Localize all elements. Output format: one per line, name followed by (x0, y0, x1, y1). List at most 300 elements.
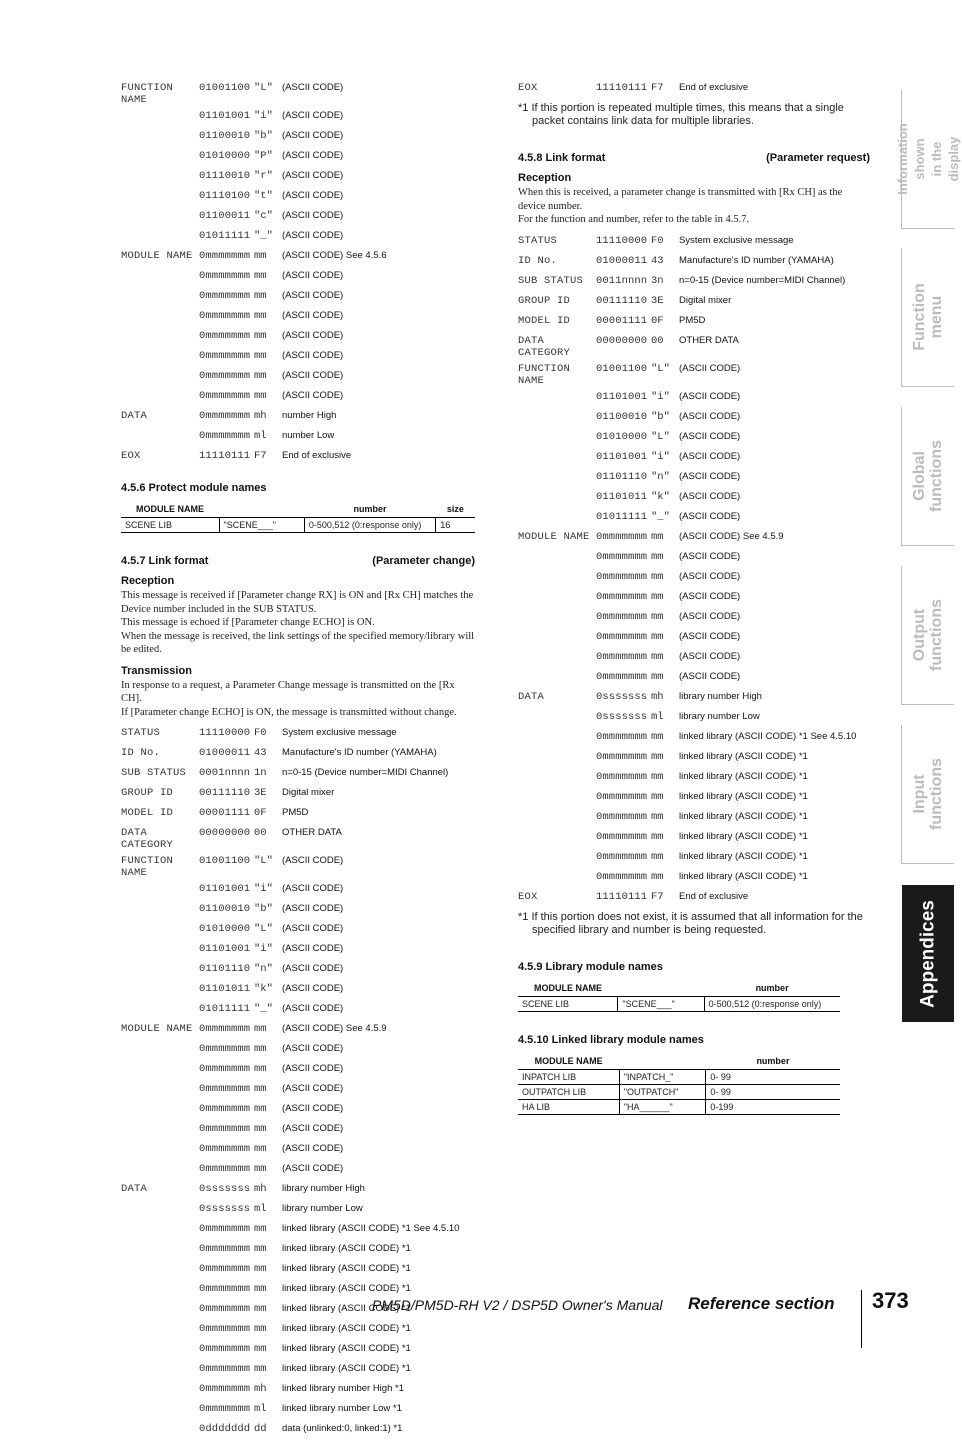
table-row (121, 518, 475, 533)
section-title: 4.5.6 Protect module names (121, 482, 267, 494)
column-header: number (706, 1053, 840, 1070)
chapter-tab-label: Output functions (911, 599, 945, 671)
binary-value: 01001100 (199, 855, 251, 867)
message-row (121, 408, 475, 428)
binary-value: 01101001 (199, 883, 251, 895)
message-row (518, 889, 870, 909)
hex-value: mm (254, 1043, 267, 1055)
section-title: 4.5.10 Linked library module names (518, 1033, 704, 1046)
hex-value: ml (254, 1403, 267, 1415)
message-row (121, 853, 475, 881)
hex-value: mm (651, 770, 664, 783)
description: Digital mixer (282, 787, 335, 798)
reception-text: This message is received if [Parameter change RX] is ON and [Rx CH] matches the Device number included in the SUB STATUS. This message is echoed if [Parameter change ECHO] is ON. When the message is received, the link settings of the specified memory/library will be edited. (121, 590, 475, 655)
hex-value: 43 (651, 254, 664, 267)
message-row (121, 881, 475, 901)
footnote: *1 If this portion does not exist, it is assumed that all information for the specified library and number is being requested. (518, 910, 863, 936)
description: (ASCII CODE) (282, 1103, 344, 1114)
midi-message-table (121, 80, 475, 468)
hex-value: mm (651, 670, 664, 683)
message-row (121, 1061, 475, 1081)
column-header: MODULE NAME (518, 980, 618, 997)
message-row (518, 409, 870, 429)
hex-value: "t" (254, 190, 273, 202)
hex-value: ml (254, 430, 267, 442)
binary-value: 11110000 (596, 234, 648, 247)
hex-value: mh (254, 1183, 267, 1195)
description: (ASCII CODE) (282, 350, 344, 361)
binary-value: 01100010 (199, 903, 251, 915)
hex-value: mm (254, 1343, 267, 1355)
table-cell: 16 (436, 518, 475, 533)
binary-value: 0mmmmmmm (199, 1283, 251, 1295)
description: linked library (ASCII CODE) *1 (679, 810, 808, 822)
message-row (121, 288, 475, 308)
binary-value: 0mmmmmmm (596, 810, 648, 823)
binary-value: 0mmmmmmm (199, 1063, 251, 1075)
table-cell: "HA______" (619, 1099, 706, 1114)
description: linked library (ASCII CODE) *1 (679, 770, 808, 782)
hex-value: mm (254, 1023, 267, 1035)
message-row (121, 448, 475, 468)
description: linked library (ASCII CODE) *1 (679, 750, 808, 762)
chapter-tab[interactable] (901, 566, 954, 705)
description: (ASCII CODE) (282, 310, 344, 321)
binary-value: 0mmmmmmm (199, 310, 251, 322)
binary-value: 01100011 (199, 210, 251, 222)
description: Manufacture's ID number (YAMAHA) (282, 747, 437, 758)
reception-heading: Reception (518, 172, 572, 184)
hex-value: mm (254, 1283, 267, 1295)
description: n=0-15 (Device number=MIDI Channel) (282, 767, 449, 778)
hex-value: mh (651, 690, 664, 703)
message-row (121, 981, 475, 1001)
hex-value: 00 (254, 827, 267, 839)
description: (ASCII CODE) (282, 230, 344, 241)
message-row (518, 361, 870, 389)
binary-value: 01001100 (199, 82, 251, 94)
binary-value: 01101110 (199, 963, 251, 975)
message-row (518, 529, 870, 549)
message-row (121, 745, 475, 765)
message-row (518, 749, 870, 769)
hex-value: mm (651, 850, 664, 863)
table-cell: 0-199 (706, 1099, 840, 1114)
description: (ASCII CODE) (679, 510, 741, 522)
description: End of exclusive (679, 82, 749, 93)
hex-value: mm (254, 1323, 267, 1335)
description: library number High (282, 1183, 365, 1194)
message-row (121, 1261, 475, 1281)
binary-value: 0mmmmmmm (199, 390, 251, 402)
message-row (121, 268, 475, 288)
table-cell: OUTPATCH LIB (518, 1084, 619, 1099)
binary-value: 0mmmmmmm (199, 330, 251, 342)
description: (ASCII CODE) (282, 883, 344, 894)
hex-value: mm (254, 330, 267, 342)
binary-value: 0mmmmmmm (596, 630, 648, 643)
table-row (518, 1069, 840, 1084)
field-name: EOX (121, 450, 141, 462)
message-row (121, 1181, 475, 1201)
description: (ASCII CODE) (679, 650, 741, 662)
hex-value: "n" (651, 470, 670, 483)
field-name: DATA CATEGORY (121, 827, 174, 851)
message-row (518, 253, 870, 273)
description: linked library number High *1 (282, 1383, 404, 1394)
description: (ASCII CODE) (679, 550, 741, 562)
hex-value: mm (254, 1123, 267, 1135)
section-title: 4.5.8 Link format (518, 152, 606, 164)
field-name: FUNCTION NAME (121, 855, 174, 879)
field-name: DATA (121, 1183, 148, 1195)
description: PM5D (282, 807, 309, 818)
hex-value: "k" (254, 983, 273, 995)
section-heading (518, 961, 870, 973)
binary-value: 0mmmmmmm (199, 1083, 251, 1095)
binary-value: 0mmmmmmm (596, 850, 648, 863)
binary-value: 0mmmmmmm (596, 730, 648, 743)
hex-value: F0 (254, 727, 267, 739)
message-row (121, 1421, 475, 1441)
message-row (121, 1001, 475, 1021)
binary-value: 0sssssss (596, 710, 648, 723)
table-cell: SCENE LIB (518, 996, 618, 1011)
binary-value: 0mmmmmmm (199, 430, 251, 442)
hex-value: mm (254, 1223, 267, 1235)
hex-value: "i" (254, 883, 273, 895)
description: linked library (ASCII CODE) *1 See 4.5.10 (282, 1223, 460, 1234)
message-row (518, 829, 870, 849)
hex-value: "P" (254, 150, 273, 162)
chapter-tab-label: Information shown in the display (895, 123, 961, 195)
message-row (518, 709, 870, 729)
message-row (518, 809, 870, 829)
description: (ASCII CODE) (679, 670, 741, 682)
hex-value: mm (254, 390, 267, 402)
binary-value: 01010000 (199, 150, 251, 162)
binary-value: 01101001 (199, 110, 251, 122)
linked-library-module-names-table (518, 1053, 840, 1115)
description: linked library (ASCII CODE) *1 See 4.5.10 (679, 730, 857, 742)
message-row (121, 428, 475, 448)
section-heading (518, 1034, 870, 1046)
description: number High (282, 410, 337, 421)
message-row (121, 1021, 475, 1041)
message-row (121, 308, 475, 328)
binary-value: 0mmmmmmm (199, 1363, 251, 1375)
binary-value: 0mmmmmmm (596, 670, 648, 683)
message-row (518, 729, 870, 749)
hex-value: "i" (254, 110, 273, 122)
hex-value: mm (254, 270, 267, 282)
description: linked library (ASCII CODE) *1 (282, 1283, 411, 1294)
description: (ASCII CODE) (282, 983, 344, 994)
message-row (518, 469, 870, 489)
table-cell: SCENE LIB (121, 518, 219, 533)
message-row (518, 449, 870, 469)
column-header (219, 501, 304, 518)
hex-value: 0F (254, 807, 267, 819)
binary-value: 0ddddddd (199, 1423, 251, 1435)
transmission-heading: Transmission (121, 664, 192, 677)
hex-value: mm (254, 350, 267, 362)
binary-value: 0mmmmmmm (596, 530, 648, 543)
message-row (121, 1401, 475, 1421)
description: (ASCII CODE) (282, 1123, 344, 1134)
binary-value: 0mmmmmmm (199, 370, 251, 382)
message-row (121, 1121, 475, 1141)
column-header (619, 1053, 706, 1070)
description: linked library number Low *1 (282, 1403, 402, 1414)
hex-value: mm (651, 650, 664, 663)
message-row (121, 148, 475, 168)
column-header: number (304, 501, 435, 518)
binary-value: 0mmmmmmm (199, 1383, 251, 1395)
description: linked library (ASCII CODE) *1 (282, 1303, 411, 1314)
binary-value: 00001111 (199, 807, 251, 819)
description: library number High (679, 690, 762, 702)
message-row (518, 313, 870, 333)
message-row (121, 1381, 475, 1401)
description: (ASCII CODE) (679, 390, 741, 402)
hex-value: "L" (254, 82, 273, 94)
field-name: STATUS (518, 234, 558, 247)
message-row (121, 80, 475, 108)
hex-value: mm (651, 810, 664, 823)
field-name: FUNCTION NAME (518, 362, 571, 387)
message-row (518, 869, 870, 889)
message-row (518, 273, 870, 293)
section-title: 4.5.9 Library module names (518, 960, 663, 973)
message-row (518, 233, 870, 253)
hex-value: "_" (254, 1003, 273, 1015)
chapter-tab-label: Function menu (911, 283, 945, 351)
binary-value: 00111110 (596, 294, 648, 307)
hex-value: dd (254, 1423, 267, 1435)
chapter-tab[interactable] (895, 90, 961, 229)
field-name: DATA (121, 410, 148, 422)
table-cell: HA LIB (518, 1099, 619, 1114)
hex-value: mm (651, 870, 664, 883)
description: (ASCII CODE) (679, 630, 741, 642)
midi-message-table (518, 80, 870, 100)
hex-value: mm (651, 630, 664, 643)
binary-value: 0mmmmmmm (199, 1043, 251, 1055)
hex-value: "k" (651, 490, 670, 503)
hex-value: mm (651, 550, 664, 563)
binary-value: 0mmmmmmm (199, 1343, 251, 1355)
library-module-names-table (518, 980, 840, 1012)
binary-value: 01101011 (596, 490, 648, 503)
message-row (121, 921, 475, 941)
message-row (121, 1101, 475, 1121)
binary-value: 0mmmmmmm (199, 410, 251, 422)
binary-value: 0mmmmmmm (596, 570, 648, 583)
description: (ASCII CODE) (282, 82, 344, 93)
message-row (121, 941, 475, 961)
hex-value: F7 (651, 82, 664, 94)
chapter-tab[interactable] (901, 407, 954, 546)
message-row (518, 769, 870, 789)
field-name: SUB STATUS (518, 274, 584, 287)
section-subtitle: (Parameter change) (372, 555, 475, 567)
table-row (518, 1099, 840, 1114)
message-row (121, 1241, 475, 1261)
footnote: *1 If this portion is repeated multiple times, this means that a single packet contains link data for multiple libraries. (518, 102, 844, 127)
binary-value: 11110111 (199, 450, 251, 462)
description: (ASCII CODE) (282, 923, 344, 934)
chapter-tab[interactable] (901, 725, 954, 864)
binary-value: 01101001 (596, 450, 648, 463)
description: System exclusive message (679, 234, 794, 246)
message-row (518, 849, 870, 869)
description: (ASCII CODE) (282, 150, 344, 161)
hex-value: mm (254, 250, 267, 262)
message-row (121, 228, 475, 248)
message-row (121, 128, 475, 148)
message-row (121, 825, 475, 853)
description: linked library (ASCII CODE) *1 (282, 1263, 411, 1274)
description: (ASCII CODE) (282, 963, 344, 974)
message-row (518, 549, 870, 569)
field-name: FUNCTION NAME (121, 82, 174, 106)
description: (ASCII CODE) (282, 1043, 344, 1054)
hex-value: "n" (254, 963, 273, 975)
binary-value: 11110111 (596, 82, 648, 94)
message-row (518, 649, 870, 669)
message-row (518, 389, 870, 409)
message-row (518, 333, 870, 361)
section-heading (121, 555, 475, 567)
table-cell: "SCENE___" (219, 518, 304, 533)
binary-value: 0mmmmmmm (199, 1223, 251, 1235)
binary-value: 0mmmmmmm (199, 270, 251, 282)
field-name: SUB STATUS (121, 767, 187, 779)
description: (ASCII CODE) (679, 470, 741, 482)
field-name: STATUS (121, 727, 161, 739)
description: (ASCII CODE) (282, 1143, 344, 1154)
hex-value: mh (254, 410, 267, 422)
description: linked library (ASCII CODE) *1 (679, 870, 808, 882)
description: (ASCII CODE) (282, 1063, 344, 1074)
message-row (121, 188, 475, 208)
message-row (121, 785, 475, 805)
description: (ASCII CODE) (282, 290, 344, 301)
description: (ASCII CODE) (679, 490, 741, 502)
hex-value: mm (254, 1063, 267, 1075)
binary-value: 0sssssss (596, 690, 648, 703)
binary-value: 0mmmmmmm (596, 830, 648, 843)
description: linked library (ASCII CODE) *1 (282, 1243, 411, 1254)
binary-value: 0mmmmmmm (596, 870, 648, 883)
hex-value: mm (254, 1163, 267, 1175)
hex-value: 43 (254, 747, 267, 759)
description: (ASCII CODE) (282, 330, 344, 341)
binary-value: 01100010 (596, 410, 648, 423)
hex-value: "i" (651, 450, 670, 463)
field-name: MODULE NAME (121, 250, 193, 262)
table-cell: 0- 99 (706, 1069, 840, 1084)
binary-value: 00111110 (199, 787, 251, 799)
description: (ASCII CODE) (282, 390, 344, 401)
table-cell: "INPATCH_" (619, 1069, 706, 1084)
message-row (518, 293, 870, 313)
binary-value: 0sssssss (199, 1183, 251, 1195)
page-number: 373 (872, 1288, 909, 1313)
message-row (518, 569, 870, 589)
description: (ASCII CODE) (679, 430, 741, 442)
binary-value: 0mmmmmmm (199, 1263, 251, 1275)
section-title: 4.5.7 Link format (121, 555, 209, 567)
hex-value: mm (254, 1363, 267, 1375)
hex-value: mm (254, 1243, 267, 1255)
table-cell: 0- 99 (706, 1084, 840, 1099)
reception-heading: Reception (121, 575, 175, 587)
binary-value: 0mmmmmmm (199, 1103, 251, 1115)
binary-value: 0mmmmmmm (596, 610, 648, 623)
message-row (121, 248, 475, 268)
hex-value: F7 (651, 890, 664, 903)
binary-value: 00000000 (199, 827, 251, 839)
hex-value: "L" (254, 855, 273, 867)
chapter-tab[interactable] (901, 248, 954, 387)
binary-value: 01000011 (199, 747, 251, 759)
table-row (518, 1084, 840, 1099)
description: End of exclusive (282, 450, 352, 461)
chapter-tab-label: Input functions (911, 758, 945, 830)
description: (ASCII CODE) (282, 903, 344, 914)
hex-value: mm (651, 610, 664, 623)
message-row (121, 368, 475, 388)
binary-value: 01001100 (596, 362, 648, 375)
reception-text: When this is received, a parameter change is transmitted with [Rx CH] as the device number. For the function and number, refer to the table in 4.5.7. (518, 187, 843, 225)
column-header: number (704, 980, 840, 997)
message-row (121, 208, 475, 228)
message-row (121, 1201, 475, 1221)
message-row (518, 609, 870, 629)
binary-value: 0mmmmmmm (596, 650, 648, 663)
table-cell: 0-500,512 (0:response only) (304, 518, 435, 533)
chapter-tab-label: Global functions (911, 440, 945, 512)
message-row (518, 80, 870, 100)
field-name: GROUP ID (518, 294, 571, 307)
midi-message-table (518, 233, 870, 909)
description: (ASCII CODE) (282, 1163, 344, 1174)
description: OTHER DATA (282, 827, 342, 838)
binary-value: 0mmmmmmm (199, 250, 251, 262)
description: (ASCII CODE) (282, 110, 344, 121)
message-row (121, 961, 475, 981)
chapter-tab[interactable] (902, 885, 954, 1022)
hex-value: mm (254, 1143, 267, 1155)
hex-value: 3E (254, 787, 267, 799)
description: End of exclusive (679, 890, 749, 902)
binary-value: 0mmmmmmm (199, 350, 251, 362)
field-name: ID No. (121, 747, 161, 759)
hex-value: F0 (651, 234, 664, 247)
description: (ASCII CODE) (679, 570, 741, 582)
protect-module-names-table (121, 501, 475, 533)
hex-value: ml (254, 1203, 267, 1215)
field-name: GROUP ID (121, 787, 174, 799)
description: (ASCII CODE) (282, 270, 344, 281)
description: Digital mixer (679, 294, 732, 306)
message-row (121, 108, 475, 128)
binary-value: 0mmmmmmm (199, 1323, 251, 1335)
description: (ASCII CODE) (282, 855, 344, 866)
table-cell: "SCENE___" (618, 996, 704, 1011)
